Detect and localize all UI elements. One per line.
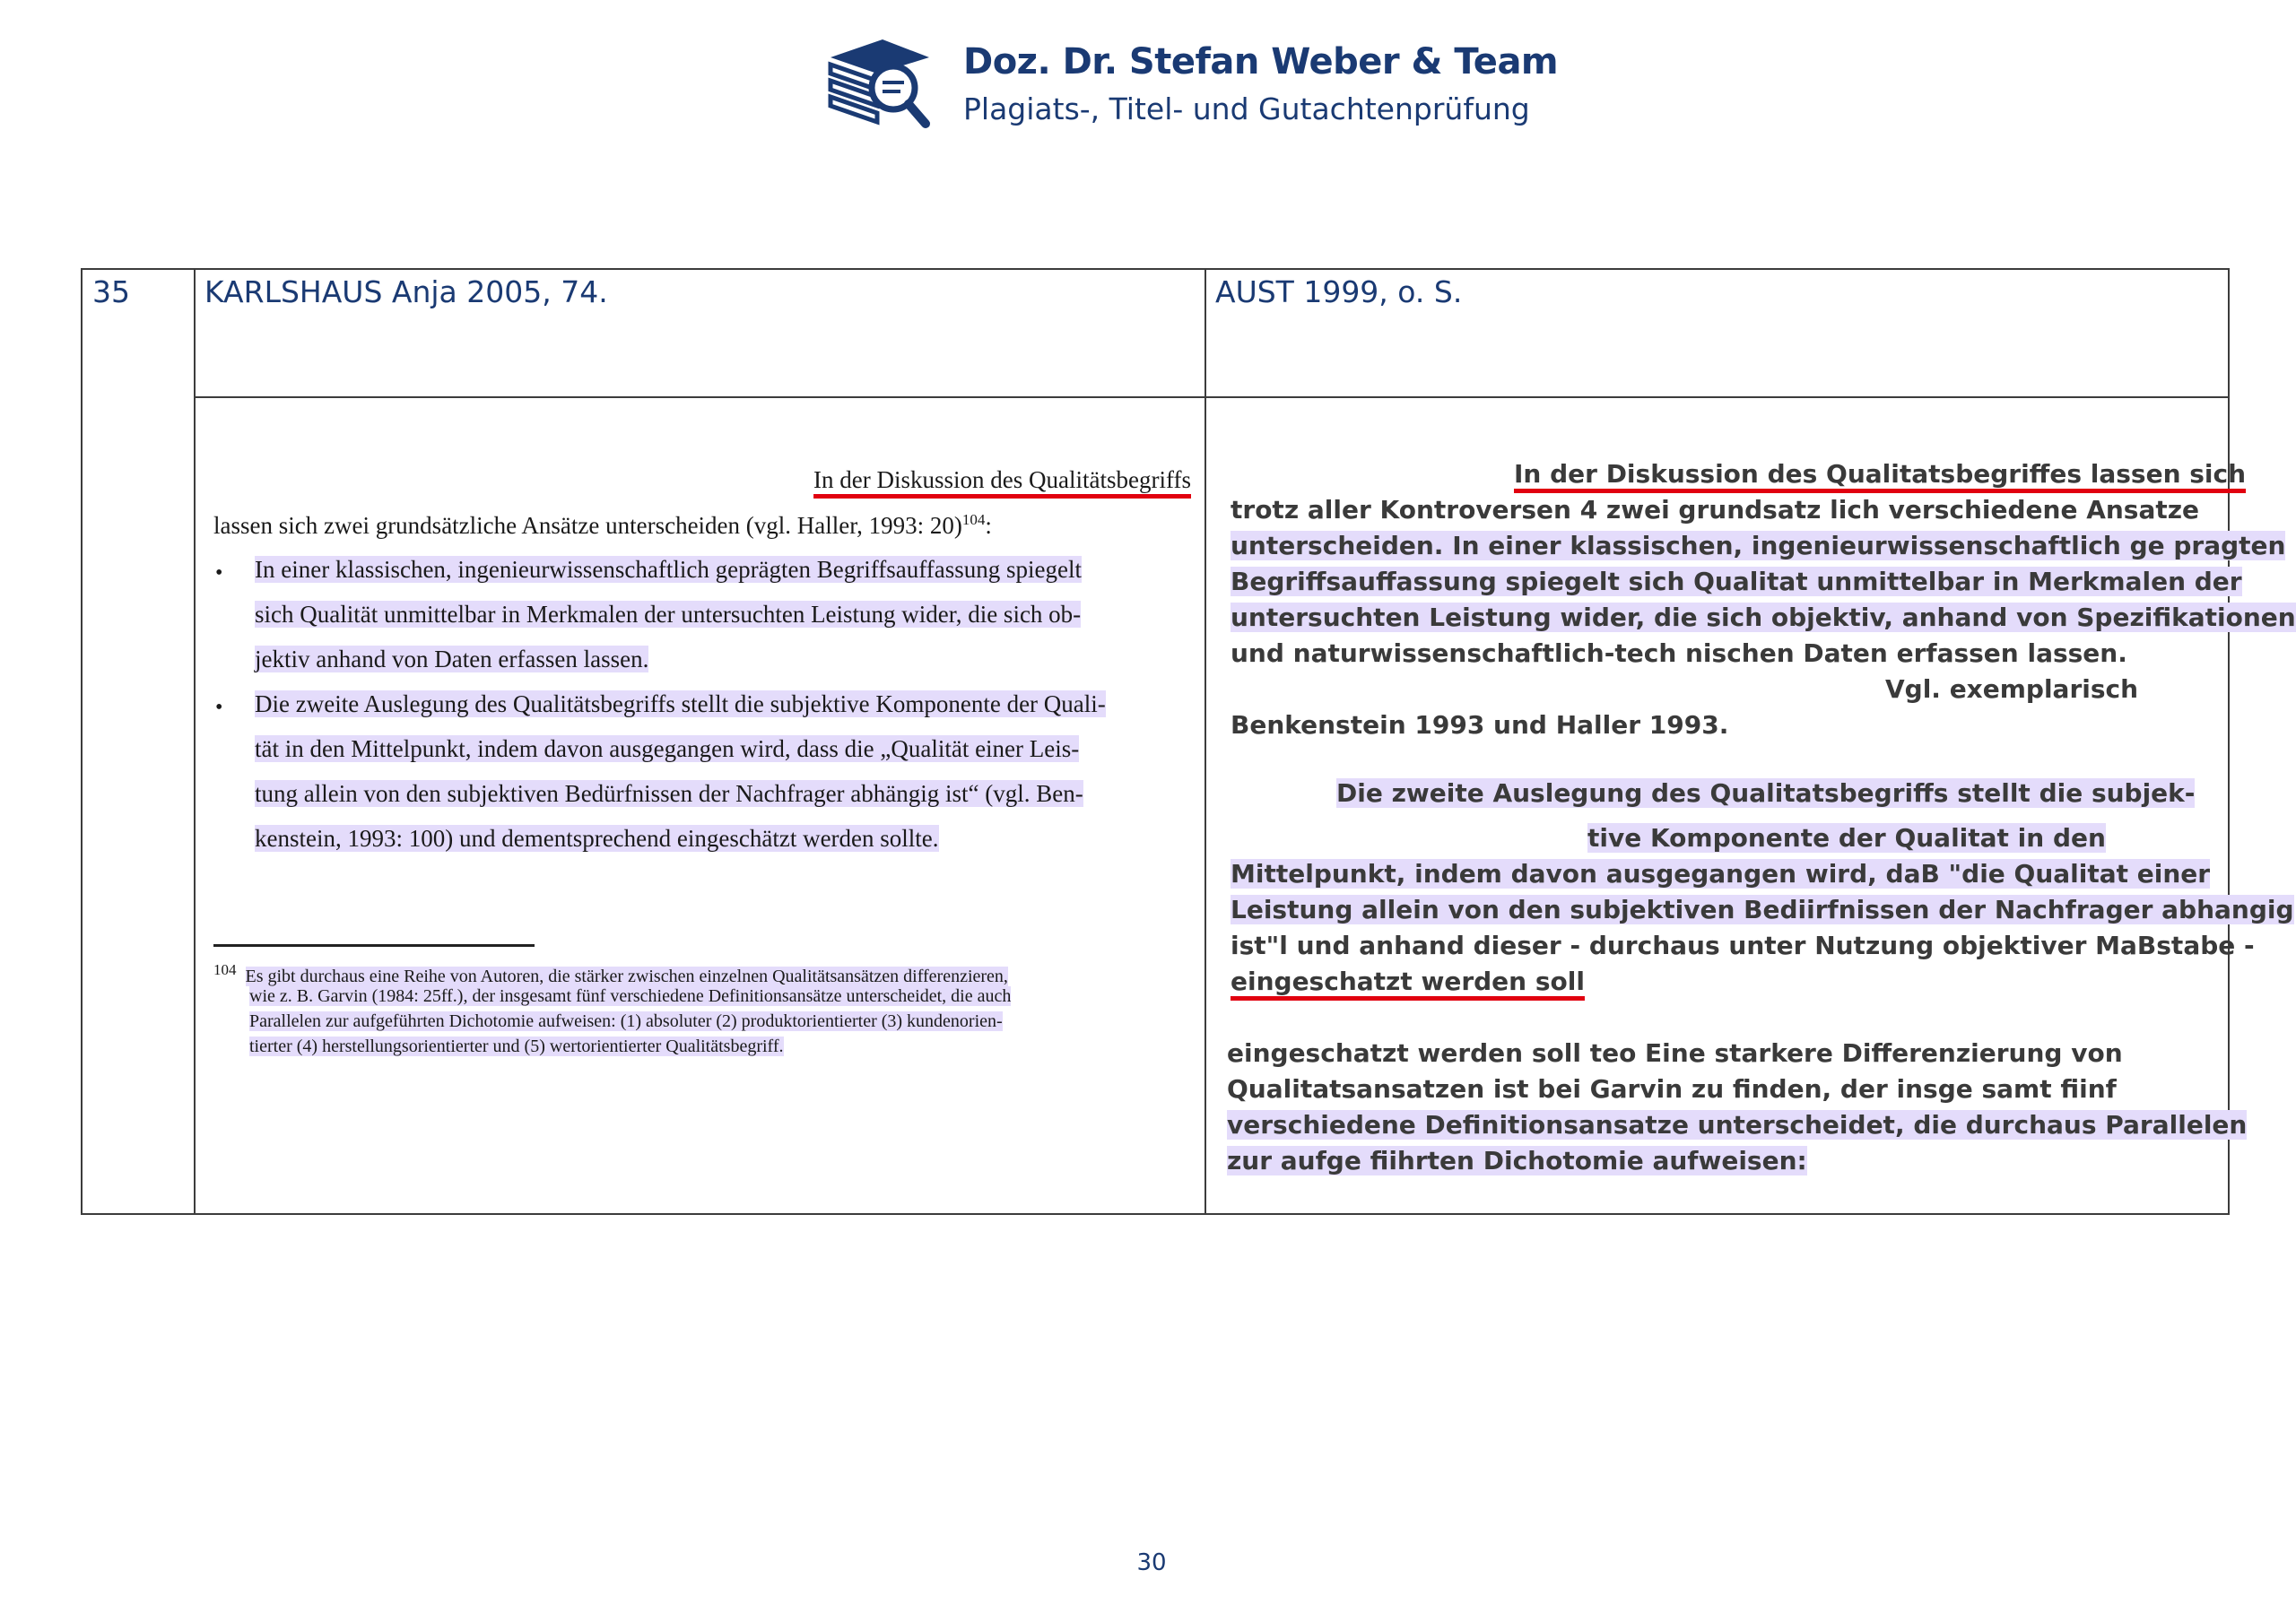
excerpt-line: trotz aller Kontroversen 4 zwei grundsatz lich verschiedene Ansatze	[1231, 495, 2200, 525]
footnote-line: $^{104}$ Es gibt durchaus eine Reihe von Autoren, die stärker zwischen einzelnen Qualitätsansätzen differenzieren,	[213, 961, 1008, 986]
excerpt-line: ist"l und anhand dieser - durchaus unter Nutzung objektiver MaBstabe -	[1231, 931, 2255, 960]
excerpt-line: eingeschatzt werden soll	[1231, 967, 1585, 996]
excerpt-line: und naturwissenschaftlich-tech nischen Daten erfassen lassen.	[1231, 638, 2127, 668]
excerpt-line: tät in den Mittelpunkt, indem davon ausgegangen wird, dass die „Qualität einer Leis-	[255, 735, 1080, 762]
brand-subtitle: Plagiats-, Titel- und Gutachtenprüfung	[963, 91, 1530, 126]
excerpt-line: In der Diskussion des Qualitatsbegriffes lassen sich	[1514, 459, 2247, 489]
bullet-marker: •	[215, 561, 223, 585]
excerpt-line: jektiv anhand von Daten erfassen lassen.	[255, 646, 649, 672]
footnote-rule	[213, 944, 535, 947]
row-divider	[194, 396, 2230, 398]
column-divider-1	[194, 268, 196, 1215]
brand-name: Doz. Dr. Stefan Weber & Team	[963, 41, 1559, 82]
footnote-line: wie z. B. Garvin (1984: 25ff.), der insgesamt fünf verschiedene Definitionsansätze unterscheidet, die auch	[249, 986, 1012, 1006]
row-number: 35	[92, 274, 130, 309]
right-source-citation: AUST 1999, o. S.	[1215, 274, 1463, 309]
column-divider-2	[1205, 268, 1206, 1215]
excerpt-line: tive Komponente der Qualitat in den	[1587, 823, 2106, 853]
table-border-left	[81, 268, 83, 1215]
document-header	[823, 36, 1559, 134]
bullet-marker: •	[215, 696, 223, 719]
excerpt-line: tung allein von den subjektiven Bedürfnissen der Nachfrager abhängig ist“ (vgl. Ben-	[255, 780, 1083, 807]
excerpt-line: lassen sich zwei grundsätzliche Ansätze unterscheiden (vgl. Haller, 1993: 20)$^{104}$:	[213, 511, 992, 539]
excerpt-line: sich Qualität unmittelbar in Merkmalen der untersuchten Leistung wider, die sich ob-	[255, 601, 1082, 628]
excerpt-line: Die zweite Auslegung des Qualitätsbegriffs stellt die subjektive Komponente der Quali-	[255, 690, 1106, 717]
excerpt-line: In einer klassischen, ingenieurwissenschaftlich geprägten Begriffsauffassung spiegelt	[255, 556, 1082, 583]
excerpt-line: kenstein, 1993: 100) und dementsprechend eingeschätzt werden sollte.	[255, 825, 939, 852]
excerpt-line: verschiedene Definitionsansatze unterscheidet, die durchaus Parallelen	[1227, 1110, 2248, 1140]
excerpt-line: Leistung allein von den subjektiven Bediirfnissen der Nachfrager abhangig	[1231, 895, 2294, 924]
footnote-line: Parallelen zur aufgeführten Dichotomie aufweisen: (1) absoluter (2) produktorientierter (3) kundenorien-	[249, 1011, 1003, 1031]
excerpt-line: Qualitatsansatzen ist bei Garvin zu finden, der insge samt fiinf	[1227, 1074, 2117, 1104]
excerpt-line: In der Diskussion des Qualitätsbegriffs	[813, 466, 1191, 493]
page-number: 30	[1136, 1549, 1167, 1576]
excerpt-line: Mittelpunkt, indem davon ausgegangen wird, daB "die Qualitat einer	[1231, 859, 2211, 889]
table-border-bottom	[81, 1213, 2230, 1215]
excerpt-line: eingeschatzt werden soll teo Eine starkere Differenzierung von	[1227, 1038, 2123, 1068]
excerpt-line: Benkenstein 1993 und Haller 1993.	[1231, 710, 1729, 740]
excerpt-line: Die zweite Auslegung des Qualitatsbegriffs stellt die subjek-	[1336, 778, 2196, 808]
footnote-line: tierter (4) herstellungsorientierter und (5) wertorientierter Qualitätsbegriff.	[249, 1037, 784, 1056]
table-border-top	[81, 268, 2230, 270]
excerpt-line: Vgl. exemplarisch	[1885, 674, 2139, 704]
book-stack-magnifier-icon	[823, 38, 933, 131]
left-source-citation: KARLSHAUS Anja 2005, 74.	[204, 274, 608, 309]
excerpt-line: unterscheiden. In einer klassischen, ingenieurwissenschaftlich ge pragten	[1231, 531, 2286, 560]
table-border-right	[2228, 268, 2230, 1215]
excerpt-line: untersuchten Leistung wider, die sich objektiv, anhand von Spezifikationen	[1231, 603, 2296, 632]
excerpt-line: Begriffsauffassung spiegelt sich Qualitat unmittelbar in Merkmalen der	[1231, 567, 2242, 596]
excerpt-line: zur aufge fiihrten Dichotomie aufweisen:	[1227, 1146, 1807, 1175]
